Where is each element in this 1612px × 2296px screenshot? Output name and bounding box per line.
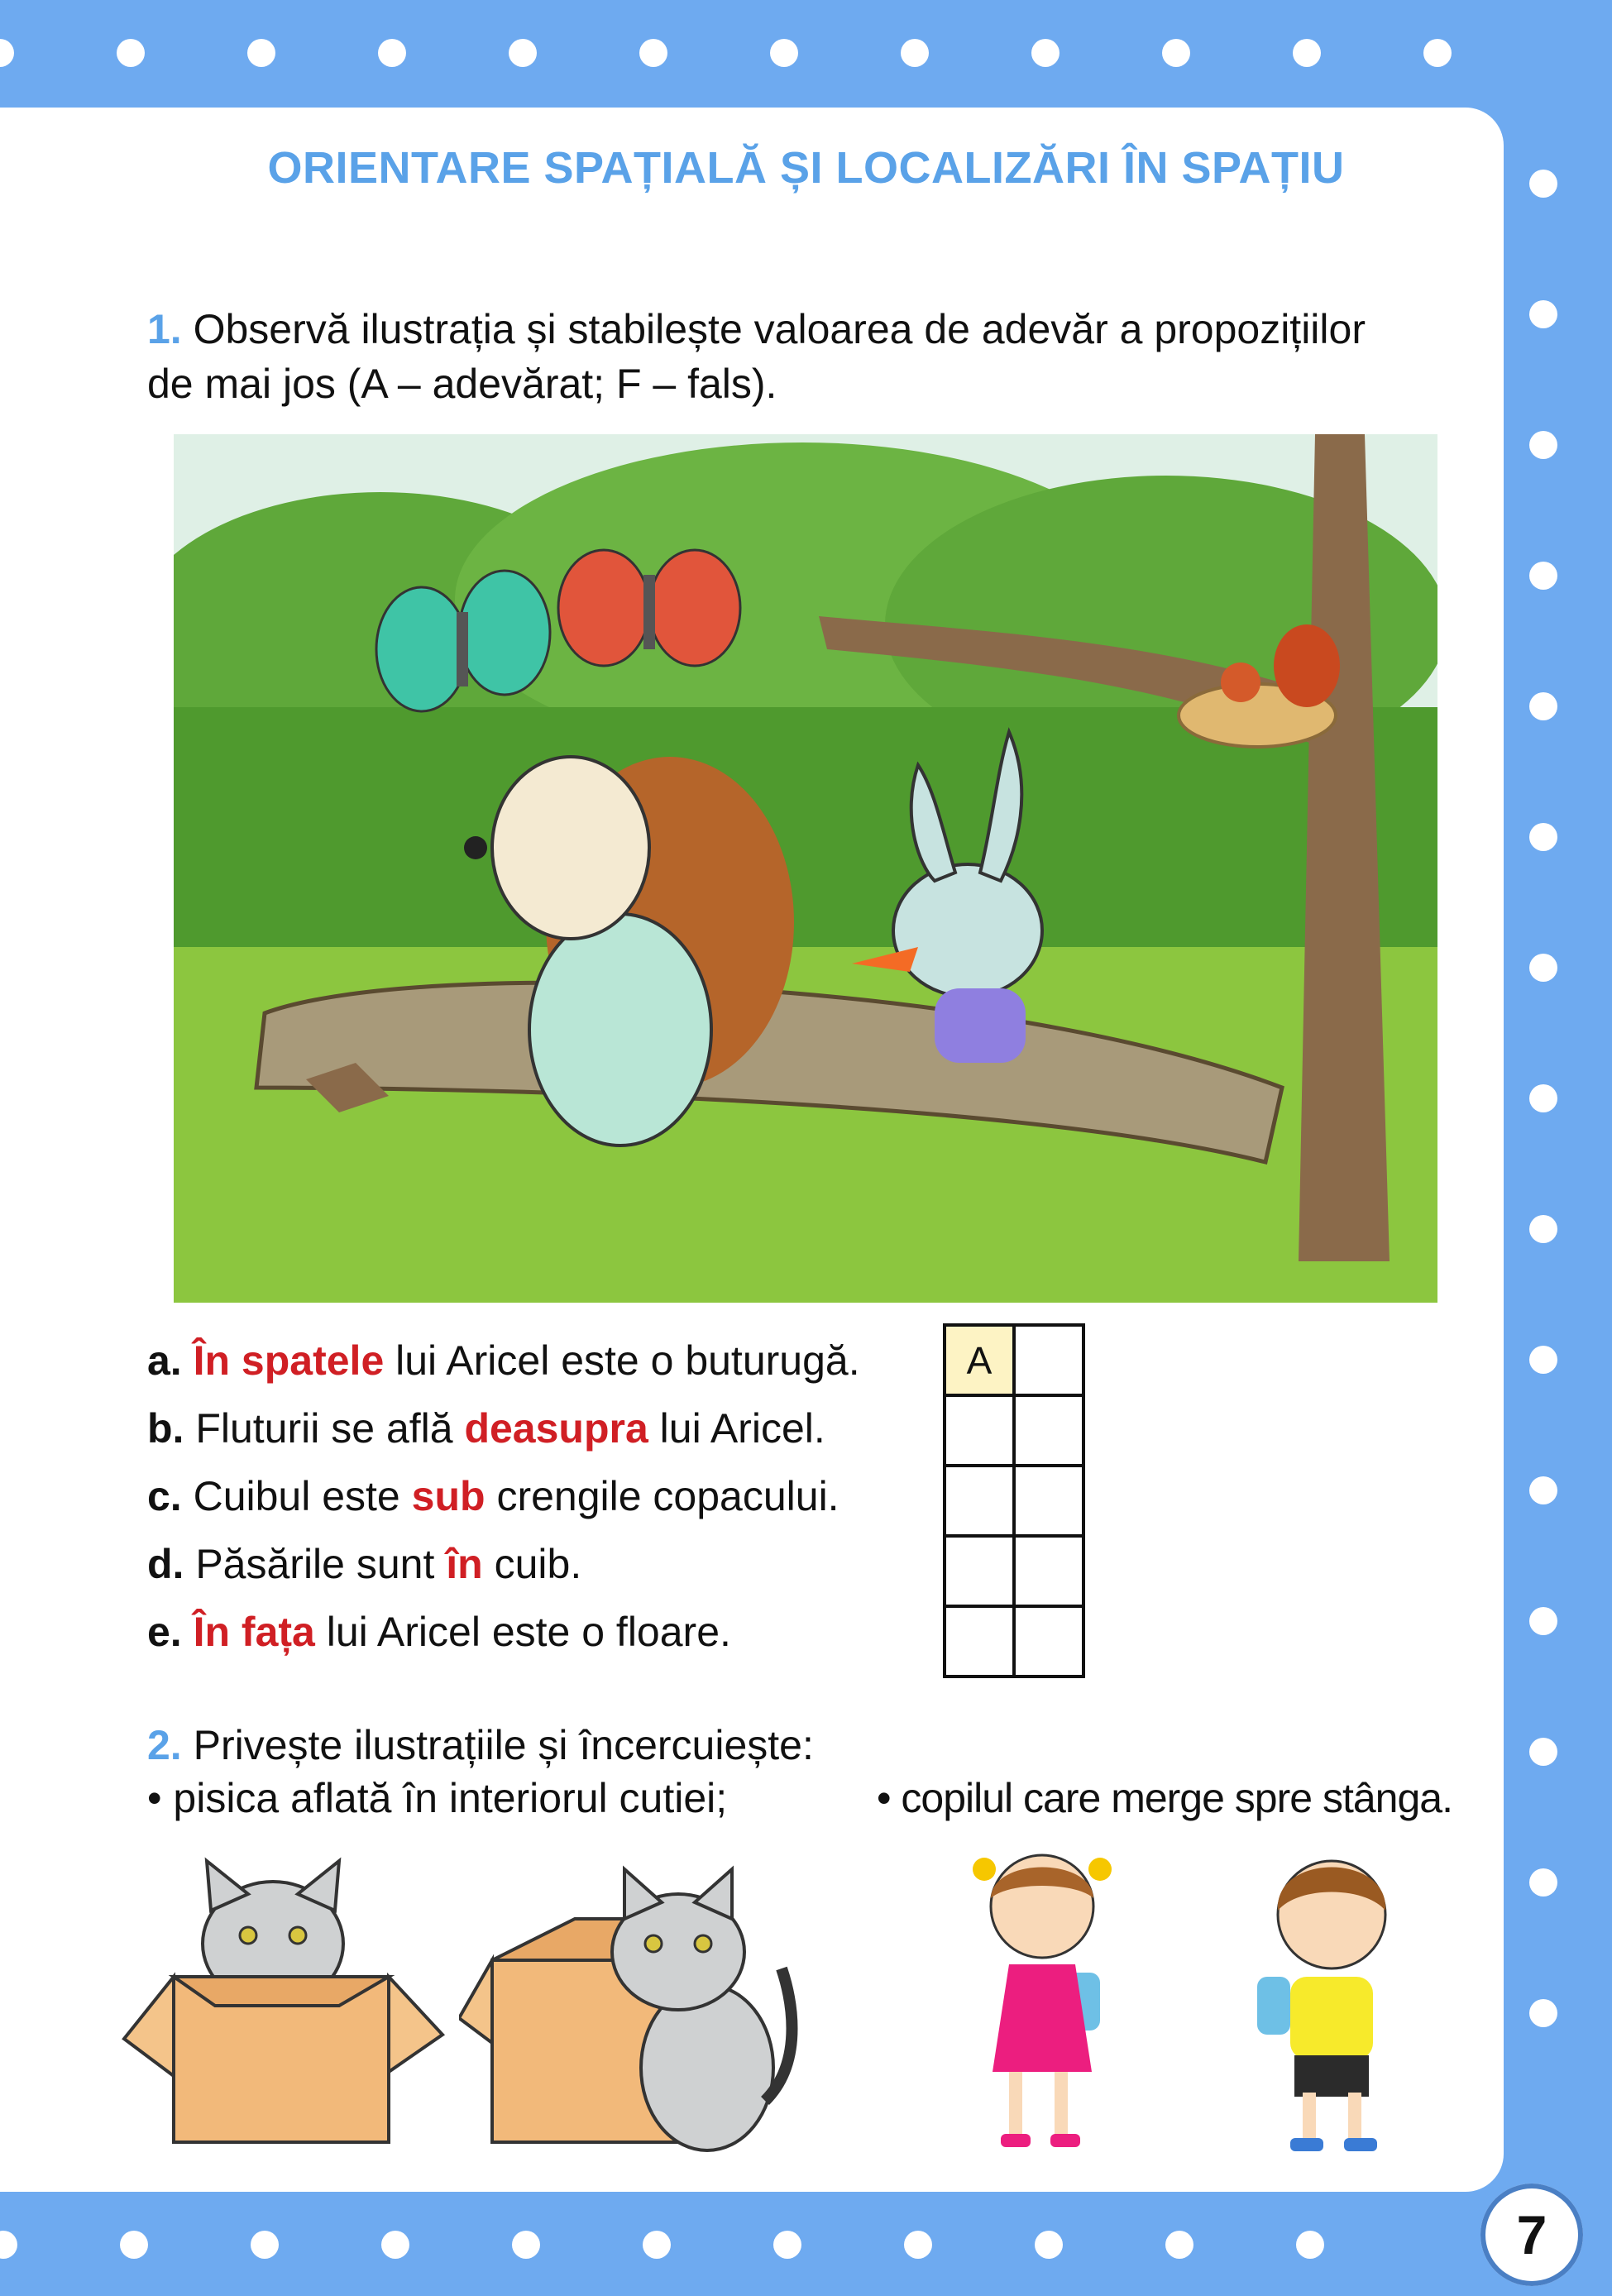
answer-cell-a-2[interactable] (1014, 1325, 1083, 1395)
frame-dot (378, 39, 406, 67)
exercise2-bullet-cat: • pisica aflată în interiorul cutiei; (147, 1775, 728, 1821)
statement-d: d. Păsările sunt în cuib. (147, 1541, 582, 1587)
answer-row-c (945, 1466, 1083, 1536)
frame-dot (1529, 1607, 1557, 1635)
frame-dot (639, 39, 667, 67)
frame-dot (901, 39, 929, 67)
girl-walking-left-image[interactable] (959, 1849, 1125, 2163)
frame-dot (773, 2231, 801, 2259)
exercise1-number: 1. (147, 306, 182, 352)
answer-cell-b-2[interactable] (1014, 1395, 1083, 1466)
exercise2-number: 2. (147, 1722, 182, 1768)
boy-walking-right-image[interactable] (1241, 1853, 1423, 2167)
frame-dot (512, 2231, 540, 2259)
frame-dot (1031, 39, 1060, 67)
frame-dot (0, 2231, 17, 2259)
answer-cell-b-1[interactable] (945, 1395, 1014, 1466)
exercise1-instruction (147, 302, 1471, 356)
frame-dot (1165, 2231, 1193, 2259)
hedgehog-body (529, 914, 711, 1146)
frame-dot (1529, 1868, 1557, 1897)
frame-dot (509, 39, 537, 67)
statement-b: b. Fluturii se află deasupra lui Aricel. (147, 1405, 825, 1452)
exercise2-instruction (147, 1718, 814, 1772)
answer-grid (943, 1323, 1085, 1678)
frame-dot (770, 39, 798, 67)
answer-cell-d-1[interactable] (945, 1536, 1014, 1606)
forest-illustration (174, 434, 1437, 1303)
exercise2-bullet-child: • copilul care merge spre stânga. (877, 1775, 1452, 1821)
frame-dot (1296, 2231, 1324, 2259)
rabbit-head (893, 864, 1042, 997)
frame-dot (1529, 300, 1557, 328)
frame-dot (1529, 562, 1557, 590)
frame-dot (251, 2231, 279, 2259)
answer-cell-c-2[interactable] (1014, 1466, 1083, 1536)
frame-dot (1529, 1738, 1557, 1766)
answer-row-d (945, 1536, 1083, 1606)
bird (1274, 624, 1340, 707)
statement-a: a. În spatele lui Aricel este o buturugă. (147, 1337, 860, 1384)
answer-cell-a-1[interactable]: A (945, 1325, 1014, 1395)
answer-cell-c-1[interactable] (945, 1466, 1014, 1536)
page-number: 7 (1480, 2184, 1583, 2286)
frame-dot (1529, 954, 1557, 982)
frame-dot (247, 39, 275, 67)
exercise2-instruction-text: Privește ilustrațiile și încercuiește: (181, 1722, 814, 1768)
answer-cell-e-2[interactable] (1014, 1606, 1083, 1677)
frame-dot (1529, 1346, 1557, 1374)
frame-dot (1423, 39, 1452, 67)
frame-dot (0, 39, 14, 67)
cat-body (641, 1985, 773, 2150)
exercise1-instruction-line1: Observă ilustrația și stabilește valoarea de adevăr a propozițiilor (181, 306, 1366, 352)
girl-dress (993, 1964, 1092, 2072)
exercise1-instruction-line2: de mai jos (A – adevărat; F – fals). (147, 361, 777, 407)
boy-shirt (1290, 1977, 1373, 2059)
cat-outside-box-image[interactable] (459, 1853, 815, 2159)
frame-dot (1035, 2231, 1063, 2259)
answer-row-b (945, 1395, 1083, 1466)
frame-dot (1529, 1999, 1557, 2027)
rabbit-shirt (935, 988, 1026, 1063)
hedgehog-head (492, 757, 649, 939)
answer-cell-e-1[interactable] (945, 1606, 1014, 1677)
frame-dot (1529, 823, 1557, 851)
frame-dot (1529, 692, 1557, 720)
frame-dot (1293, 39, 1321, 67)
baby-bird (1221, 662, 1260, 702)
frame-dot (1529, 1476, 1557, 1504)
frame-dot (117, 39, 145, 67)
frame-dot (643, 2231, 671, 2259)
cat-in-box-image[interactable] (116, 1853, 447, 2159)
frame-dot (120, 2231, 148, 2259)
frame-dot (1529, 431, 1557, 459)
frame-dot (381, 2231, 409, 2259)
answer-row-e (945, 1606, 1083, 1677)
answer-cell-d-2[interactable] (1014, 1536, 1083, 1606)
frame-dot (1529, 1215, 1557, 1243)
frame-dot (904, 2231, 932, 2259)
statement-e: e. În fața lui Aricel este o floare. (147, 1609, 731, 1655)
page-title: ORIENTARE SPAȚIALĂ ȘI LOCALIZĂRI ÎN SPAȚIU (267, 143, 1345, 193)
statement-c: c. Cuibul este sub crengile copacului. (147, 1473, 839, 1519)
answer-row-a (945, 1325, 1083, 1395)
frame-dot (1529, 1084, 1557, 1112)
frame-dot (1162, 39, 1190, 67)
